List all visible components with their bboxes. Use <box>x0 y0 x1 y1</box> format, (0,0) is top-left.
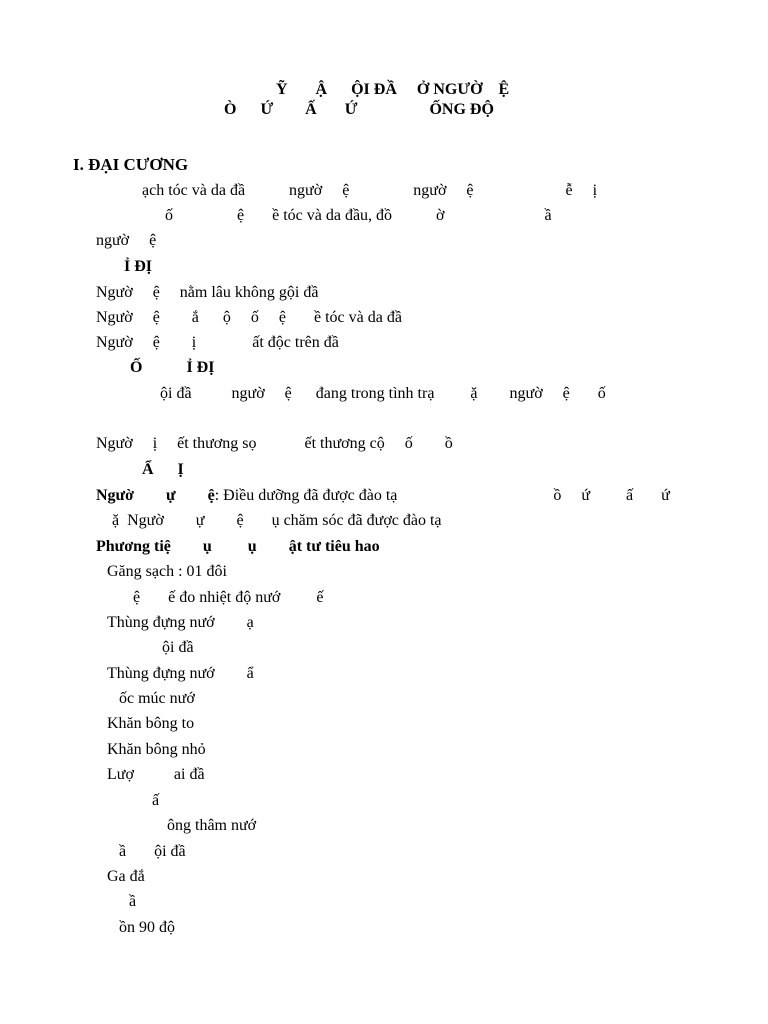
equipment-item: Thùng đựng nướ ạ <box>107 614 254 631</box>
staff-text: : Điều dưỡng đã được đào tạ ồ ứ ấ ứ <box>214 487 670 504</box>
equipment-item: ông thâm nướ <box>167 817 257 834</box>
equipment-item: ấ <box>152 792 160 809</box>
contraindications-heading: Ố Ỉ ĐỊ <box>130 359 215 376</box>
staff-line <box>96 486 670 506</box>
equipment-item: Lượ ai đầ <box>107 766 205 783</box>
indications-heading: Ỉ ĐỊ <box>124 258 153 275</box>
indication-item-3: Ngườ ệ ị ất độc trên đầ <box>96 334 339 351</box>
equipment-item: ốc múc nướ <box>119 690 195 707</box>
preparation-heading: Ẩ Ị <box>142 461 184 478</box>
equipment-item: Găng sạch : 01 đôi <box>107 563 227 580</box>
indication-item-2: Ngườ ệ ắ ộ ố ệ ề tóc và da đầ <box>96 309 402 326</box>
contraindication-text-2: Ngườ ị ết thương sọ ết thương cộ ố ồ <box>96 435 453 452</box>
equipment-item: ồn 90 độ <box>119 919 175 936</box>
equipment-item: Khăn bông nhỏ <box>107 741 206 758</box>
equipment-item: Thùng đựng nướ ẩ <box>107 665 254 682</box>
equipment-item: ầ <box>129 893 137 910</box>
contraindication-text-1: ội đầ ngườ ệ đang trong tình trạ ặ ngườ ệ ố <box>160 385 606 402</box>
section-heading: I. ĐẠI CƯƠNG <box>73 155 189 174</box>
doc-title-line1: Ỹ Ậ ỘI ĐẦ Ở NGƯỜ Ệ <box>276 81 510 98</box>
equipment-heading: Phương tiệ ụ ụ ật tư tiêu hao <box>96 538 380 555</box>
intro-line-1: ạch tóc và da đầ ngườ ệ ngườ ệ ễ ị <box>142 182 598 199</box>
equipment-item: ệ ế đo nhiệt độ nướ ế <box>133 589 324 606</box>
staff-label: Ngườ ự ệ <box>96 487 215 504</box>
equipment-item: ầ ội đầ <box>119 843 186 860</box>
staff-text-2: ặ Ngườ ự ệ ụ chăm sóc đã được đào tạ <box>112 512 442 529</box>
indication-item-1: Ngườ ệ nằm lâu không gội đầ <box>96 284 319 301</box>
equipment-item: Khăn bông to <box>107 715 195 732</box>
equipment-item: Ga đắ <box>107 868 145 885</box>
doc-title-line2: Ò Ứ Ấ Ứ ỐNG ĐỘ <box>224 101 494 118</box>
intro-line-3: ngườ ệ <box>96 232 157 249</box>
equipment-item: ội đầ <box>162 639 194 656</box>
intro-line-2: ố ệ ề tóc và da đầu, đồ ờ ầ <box>165 207 552 224</box>
